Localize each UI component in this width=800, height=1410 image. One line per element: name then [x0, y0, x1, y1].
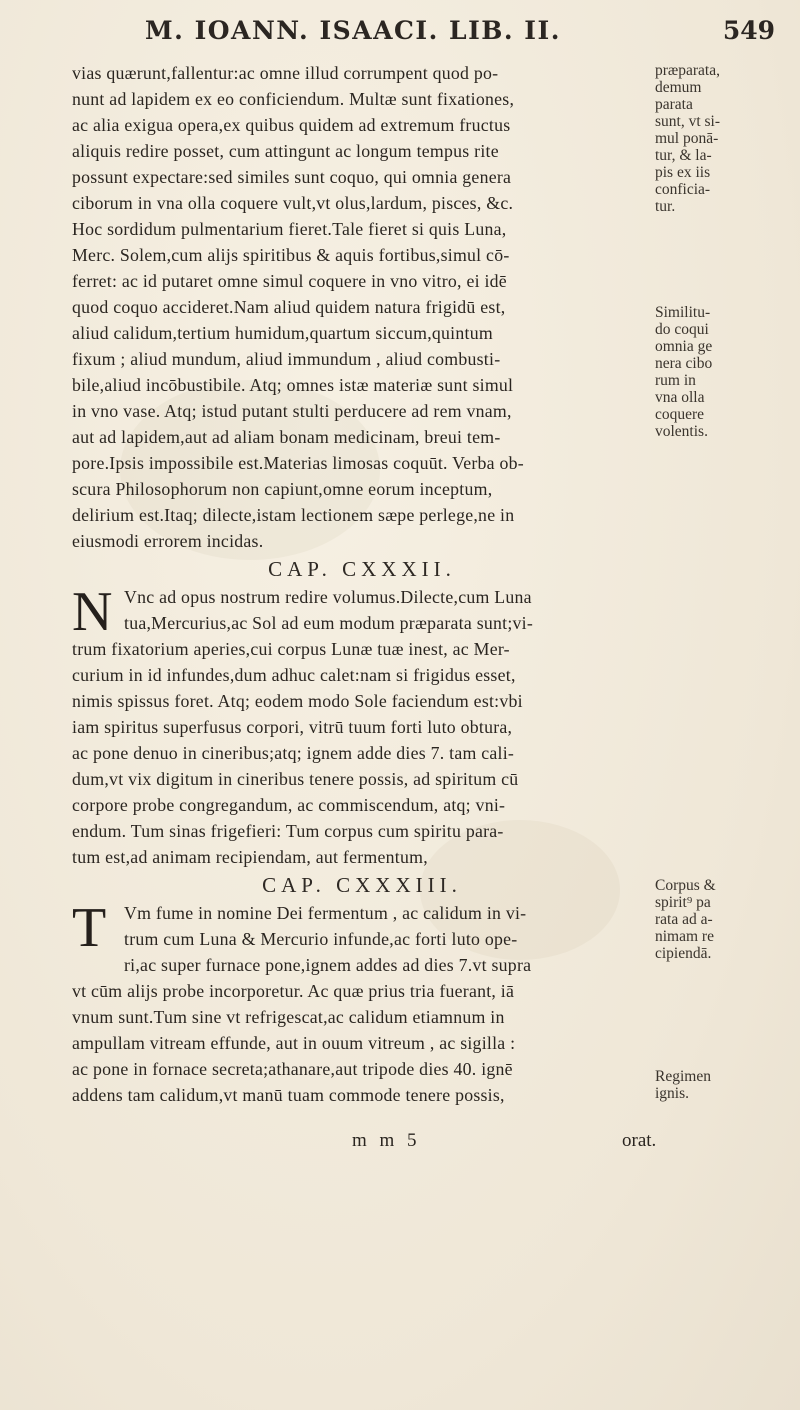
- text-line: scura Philosophorum non capiunt,omne eorum inceptum,: [72, 479, 493, 499]
- paragraph-2: [72, 581, 652, 870]
- margin-note-similitudo: [655, 304, 795, 440]
- drop-cap-initial: N: [72, 581, 113, 643]
- text-line: in vno vase. Atq; istud putant stulti perducere ad rem vnam,: [72, 401, 512, 421]
- margin-note-praeparata: [655, 62, 795, 215]
- margin-note-line: tur.: [655, 198, 676, 215]
- margin-note-line: ignis.: [655, 1085, 690, 1102]
- margin-note-corpus: [655, 877, 795, 962]
- text-line: Vm fume in nomine Dei fermentum , ac calidum in vi-: [124, 903, 527, 923]
- page-footer: [72, 1130, 752, 1160]
- margin-note-line: do coqui: [655, 321, 709, 338]
- margin-note-line: parata: [655, 96, 693, 113]
- text-line: vt cūm alijs probe incorporetur. Ac quæ prius tria fuerant, iā: [72, 981, 515, 1001]
- text-line: vnum sunt.Tum sine vt refrigescat,ac calidum etiamnum in: [72, 1007, 505, 1027]
- margin-note-line: nera cibo: [655, 355, 713, 372]
- page-number: 549: [722, 16, 775, 45]
- text-line: iam spiritus superfusus corpori, vitrū tuum forti luto obtura,: [72, 717, 513, 737]
- text-line: tum est,ad animam recipiendam, aut fermentum,: [72, 847, 428, 867]
- text-line: ac pone denuo in cineribus;atq; ignem adde dies 7. tam cali-: [72, 743, 515, 763]
- text-line: ac pone in fornace secreta;athanare,aut tripode dies 40. ignē: [72, 1059, 513, 1079]
- signature-mark: m m 5: [352, 1130, 421, 1151]
- margin-note-line: omnia ge: [655, 338, 713, 355]
- text-line: endum. Tum sinas frigefieri: Tum corpus cum spiritu para-: [72, 821, 504, 841]
- margin-note-line: spirit⁹ pa: [655, 894, 711, 911]
- margin-note-line: conficia-: [655, 181, 711, 198]
- text-line: ri,ac super furnace pone,ignem addes ad dies 7.vt supra: [124, 955, 532, 975]
- margin-note-line: vna olla: [655, 389, 705, 406]
- text-line: aliquis redire posset, cum attingunt ac longum tempus rite: [72, 141, 499, 161]
- margin-note-line: demum: [655, 79, 702, 96]
- text-line: nimis spissus foret. Atq; eodem modo Sole faciendum est:vbi: [72, 691, 523, 711]
- text-line: trum fixatorium aperies,cui corpus Lunæ tuæ inest, ac Mer-: [72, 639, 510, 659]
- text-line: bile,aliud incōbustibile. Atq; omnes istæ materiæ sunt simul: [72, 375, 514, 395]
- margin-note-line: præparata,: [655, 62, 720, 79]
- running-head: M. IOANN. ISAACI. LIB. II.: [145, 16, 561, 45]
- text-line: Vnc ad opus nostrum redire volumus.Dilecte,cum Luna: [124, 587, 532, 607]
- text-line: ampullam vitream effunde, aut in ouum vitreum , ac sigilla :: [72, 1033, 516, 1053]
- paragraph-3: [72, 897, 652, 1108]
- text-line: tua,Mercurius,ac Sol ad eum modum præparata sunt;vi-: [124, 613, 534, 633]
- margin-note-line: tur, & la-: [655, 147, 712, 164]
- margin-note-line: nimam re: [655, 928, 714, 945]
- text-line: nunt ad lapidem ex eo conficiendum. Multæ sunt fixationes,: [72, 89, 515, 109]
- text-line: curium in id infundes,dum adhuc calet:nam si frigidus esset,: [72, 665, 516, 685]
- catchword: orat.: [622, 1130, 657, 1151]
- text-line: aliud calidum,tertium humidum,quartum siccum,quintum: [72, 323, 493, 343]
- text-line: possunt expectare:sed similes sunt coquo, qui omnia genera: [72, 167, 512, 187]
- text-line: Hoc sordidum pulmentarium fieret.Tale fieret si quis Luna,: [72, 219, 507, 239]
- text-line: quod coquo accideret.Nam aliud quidem natura frigidū est,: [72, 297, 506, 317]
- text-line: Merc. Solem,cum alijs spiritibus & aquis fortibus,simul cō-: [72, 245, 510, 265]
- margin-note-line: cipiendā.: [655, 945, 712, 962]
- page-header: [145, 16, 785, 56]
- text-line: eiusmodi errorem incidas.: [72, 531, 264, 551]
- text-line: addens tam calidum,vt manū tuam commode tenere possis,: [72, 1085, 505, 1105]
- text-line: corpore probe congregandum, ac commiscendum, atq; vni-: [72, 795, 506, 815]
- margin-note-line: rum in: [655, 372, 696, 389]
- margin-note-line: volentis.: [655, 423, 708, 440]
- margin-note-regimen: [655, 1068, 795, 1102]
- margin-note-line: Similitu-: [655, 304, 711, 321]
- text-line: dum,vt vix digitum in cineribus tenere possis, ad spiritum cū: [72, 769, 519, 789]
- text-line: pore.Ipsis impossibile est.Materias limosas coquūt. Verba ob-: [72, 453, 524, 473]
- text-line: ciborum in vna olla coquere vult,vt olus,lardum, pisces, &c.: [72, 193, 514, 213]
- main-text-column: [72, 60, 652, 1108]
- margin-note-line: pis ex iis: [655, 164, 711, 181]
- paragraph-1: [72, 60, 652, 554]
- margin-note-line: rata ad a-: [655, 911, 713, 928]
- margin-note-line: Corpus &: [655, 877, 716, 894]
- text-line: vias quærunt,fallentur:ac omne illud corrumpent quod po-: [72, 63, 499, 83]
- margin-note-line: coquere: [655, 406, 705, 423]
- margin-note-line: Regimen: [655, 1068, 711, 1085]
- text-line: aut ad lapidem,aut ad aliam bonam medicinam, breui tem-: [72, 427, 501, 447]
- chapter-heading: CAP. CXXXII.: [268, 557, 456, 581]
- margin-note-line: mul ponā-: [655, 130, 719, 147]
- text-line: delirium est.Itaq; dilecte,istam lectionem sæpe perlege,ne in: [72, 505, 515, 525]
- text-line: fixum ; aliud mundum, aliud immundum , aliud combusti-: [72, 349, 501, 369]
- chapter-heading: CAP. CXXXIII.: [262, 873, 462, 897]
- drop-cap-initial: T: [72, 897, 107, 959]
- text-line: ac alia exigua opera,ex quibus quidem ad extremum fructus: [72, 115, 511, 135]
- text-line: trum cum Luna & Mercurio infunde,ac forti luto ope-: [124, 929, 518, 949]
- margin-note-line: sunt, vt si-: [655, 113, 721, 130]
- text-line: ferret: ac id putaret omne simul coquere in vno vitro, ei idē: [72, 271, 507, 291]
